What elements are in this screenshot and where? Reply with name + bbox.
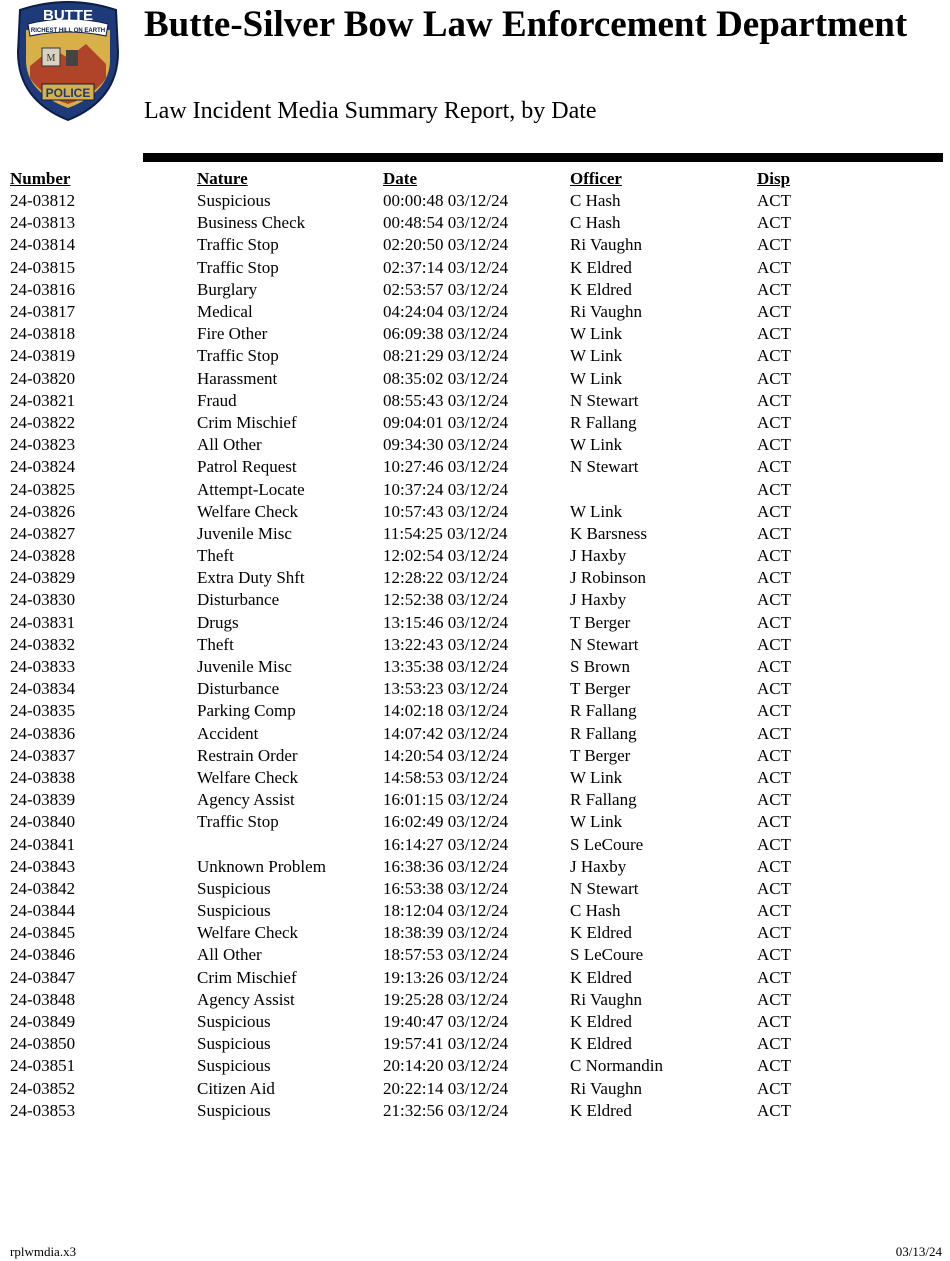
table-row (10, 634, 837, 656)
incident-disp: ACT (757, 412, 791, 432)
incident-officer: T Berger (570, 679, 631, 699)
incident-officer: K Barsness (570, 523, 647, 543)
incident-date: 20:14:20 03/12/24 (383, 1056, 509, 1076)
incident-officer: T Berger (570, 745, 631, 765)
incident-number: 24-03852 (10, 1078, 76, 1098)
incident-date: 19:40:47 03/12/24 (383, 1012, 509, 1032)
incident-date: 16:14:27 03/12/24 (383, 834, 509, 854)
incident-disp: ACT (757, 457, 791, 477)
incident-date: 06:09:38 03/12/24 (383, 324, 509, 344)
table-row (10, 545, 837, 567)
incident-number: 24-03851 (10, 1056, 76, 1076)
incident-number: 24-03847 (10, 967, 76, 987)
incident-nature: Welfare Check (197, 767, 299, 787)
incident-number: 24-03825 (10, 479, 76, 499)
table-row (10, 1033, 837, 1055)
table-row (10, 589, 837, 611)
column-header-number: Number (10, 169, 71, 188)
table-row (10, 301, 837, 323)
table-row (10, 878, 837, 900)
incident-nature: Restrain Order (197, 745, 298, 765)
incident-officer: K Eldred (570, 1100, 632, 1120)
incident-officer: K Eldred (570, 1012, 632, 1032)
incident-disp: ACT (757, 257, 791, 277)
incident-officer: N Stewart (570, 878, 639, 898)
incident-number: 24-03840 (10, 812, 76, 832)
incident-officer: W Link (570, 435, 623, 455)
header-divider (143, 153, 943, 162)
incident-number: 24-03834 (10, 679, 76, 699)
incident-number: 24-03819 (10, 346, 76, 366)
incident-date: 02:20:50 03/12/24 (383, 235, 509, 255)
table-row (10, 989, 837, 1011)
table-row (10, 656, 837, 678)
incident-number: 24-03816 (10, 279, 76, 299)
incident-date: 18:38:39 03/12/24 (383, 923, 509, 943)
incident-nature: Juvenile Misc (197, 523, 292, 543)
table-row (10, 944, 837, 966)
incident-officer: W Link (570, 368, 623, 388)
badge-top-text: BUTTE (43, 7, 93, 24)
incident-date: 10:57:43 03/12/24 (383, 501, 509, 521)
incident-disp: ACT (757, 679, 791, 699)
incident-number: 24-03833 (10, 657, 76, 677)
table-row (10, 678, 837, 700)
incident-number: 24-03844 (10, 901, 76, 921)
incident-nature: Burglary (197, 279, 258, 299)
incident-date: 16:01:15 03/12/24 (383, 790, 509, 810)
incident-date: 08:55:43 03/12/24 (383, 390, 509, 410)
incident-disp: ACT (757, 812, 791, 832)
incident-disp: ACT (757, 790, 791, 810)
incident-number: 24-03835 (10, 701, 76, 721)
incident-number: 24-03812 (10, 191, 76, 211)
incident-officer: R Fallang (570, 412, 637, 432)
incident-nature: Harassment (197, 368, 278, 388)
table-row (10, 922, 837, 944)
incident-disp: ACT (757, 479, 791, 499)
incident-disp: ACT (757, 279, 791, 299)
incident-date: 11:54:25 03/12/24 (383, 523, 508, 543)
column-header-disp: Disp (757, 169, 791, 188)
incident-disp: ACT (757, 523, 791, 543)
table-row (10, 789, 837, 811)
incident-disp: ACT (757, 657, 791, 677)
table-row (10, 190, 837, 212)
incident-nature: Traffic Stop (197, 346, 279, 366)
incident-number: 24-03829 (10, 568, 76, 588)
incident-date: 14:20:54 03/12/24 (383, 745, 509, 765)
incident-number: 24-03841 (10, 834, 76, 854)
incident-nature: Welfare Check (197, 923, 299, 943)
incident-disp: ACT (757, 368, 791, 388)
incident-nature: All Other (197, 945, 262, 965)
incident-number: 24-03818 (10, 324, 76, 344)
incident-date: 10:37:24 03/12/24 (383, 479, 509, 499)
incident-nature: Suspicious (197, 901, 271, 921)
incident-date: 16:38:36 03/12/24 (383, 856, 509, 876)
incident-disp: ACT (757, 501, 791, 521)
incident-disp: ACT (757, 191, 791, 211)
table-row (10, 1055, 837, 1077)
incident-officer: W Link (570, 346, 623, 366)
table-row (10, 1078, 837, 1100)
incident-disp: ACT (757, 723, 791, 743)
incident-nature: Drugs (197, 612, 239, 632)
table-row (10, 1011, 837, 1033)
incident-date: 12:02:54 03/12/24 (383, 546, 509, 566)
incident-officer: W Link (570, 324, 623, 344)
incident-number: 24-03842 (10, 878, 76, 898)
incident-date: 12:52:38 03/12/24 (383, 590, 509, 610)
incident-date: 08:21:29 03/12/24 (383, 346, 509, 366)
table-row (10, 345, 837, 367)
incident-officer: K Eldred (570, 1034, 632, 1054)
table-row (10, 811, 837, 833)
incident-officer: C Normandin (570, 1056, 664, 1076)
table-row (10, 257, 837, 279)
footer-report-id: rplwmdia.x3 (10, 1244, 77, 1259)
incident-nature: Extra Duty Shft (197, 568, 305, 588)
table-row (10, 567, 837, 589)
incident-number: 24-03821 (10, 390, 76, 410)
incident-disp: ACT (757, 1034, 791, 1054)
incident-disp: ACT (757, 945, 791, 965)
incident-number: 24-03824 (10, 457, 76, 477)
incident-officer: S LeCoure (570, 834, 644, 854)
table-row (10, 745, 837, 767)
incident-number: 24-03831 (10, 612, 76, 632)
incident-date: 10:27:46 03/12/24 (383, 457, 509, 477)
incident-officer: T Berger (570, 612, 631, 632)
incident-officer: R Fallang (570, 790, 637, 810)
table-row (10, 612, 837, 634)
incident-officer: C Hash (570, 191, 621, 211)
incident-number: 24-03832 (10, 634, 76, 654)
incident-nature: Juvenile Misc (197, 657, 292, 677)
incident-nature: Agency Assist (197, 790, 295, 810)
incident-disp: ACT (757, 745, 791, 765)
incident-date: 21:32:56 03/12/24 (383, 1100, 509, 1120)
incident-nature: Accident (197, 723, 259, 743)
incident-disp: ACT (757, 346, 791, 366)
table-row (10, 323, 837, 345)
table-row (10, 478, 837, 500)
badge-ribbon-text: RICHEST HILL ON EARTH (30, 28, 106, 34)
incident-date: 04:24:04 03/12/24 (383, 302, 509, 322)
column-header-nature: Nature (197, 169, 248, 188)
incident-date: 00:00:48 03/12/24 (383, 191, 509, 211)
table-row (10, 234, 837, 256)
incident-officer: W Link (570, 501, 623, 521)
table-row (10, 1100, 837, 1122)
incident-nature: Theft (197, 634, 234, 654)
incident-officer: Ri Vaughn (570, 302, 642, 322)
incident-number: 24-03848 (10, 989, 76, 1009)
table-row (10, 767, 837, 789)
table-row (10, 456, 837, 478)
incident-nature: Agency Assist (197, 989, 295, 1009)
incident-number: 24-03820 (10, 368, 76, 388)
incident-disp: ACT (757, 590, 791, 610)
incident-nature: Crim Mischief (197, 412, 297, 432)
incident-disp: ACT (757, 1078, 791, 1098)
incident-nature: Medical (197, 302, 253, 322)
incident-nature: Traffic Stop (197, 257, 279, 277)
table-row (10, 212, 837, 234)
incident-nature: Parking Comp (197, 701, 296, 721)
incident-disp: ACT (757, 923, 791, 943)
table-row (10, 501, 837, 523)
incident-disp: ACT (757, 634, 791, 654)
incident-date: 14:02:18 03/12/24 (383, 701, 509, 721)
incident-disp: ACT (757, 390, 791, 410)
incident-disp: ACT (757, 546, 791, 566)
table-row (10, 856, 837, 878)
table-row (10, 967, 837, 989)
incident-disp: ACT (757, 302, 791, 322)
incident-officer: N Stewart (570, 634, 639, 654)
incident-nature: Suspicious (197, 1056, 271, 1076)
incident-date: 16:53:38 03/12/24 (383, 878, 509, 898)
incident-date: 13:53:23 03/12/24 (383, 679, 509, 699)
incident-date: 02:53:57 03/12/24 (383, 279, 509, 299)
incident-date: 16:02:49 03/12/24 (383, 812, 509, 832)
incident-date: 19:13:26 03/12/24 (383, 967, 509, 987)
table-row (10, 900, 837, 922)
incident-officer (570, 478, 757, 500)
incident-date: 13:15:46 03/12/24 (383, 612, 509, 632)
incident-number: 24-03814 (10, 235, 76, 255)
column-header-officer: Officer (570, 169, 622, 188)
incident-officer: J Robinson (570, 568, 647, 588)
incident-number: 24-03850 (10, 1034, 76, 1054)
incident-officer: W Link (570, 767, 623, 787)
incident-officer: C Hash (570, 901, 621, 921)
report-subtitle: Law Incident Media Summary Report, by Date (144, 98, 597, 124)
column-header-date: Date (383, 169, 417, 188)
table-header-row (10, 168, 837, 190)
incident-officer: Ri Vaughn (570, 989, 642, 1009)
incident-officer: N Stewart (570, 390, 639, 410)
incident-nature: Suspicious (197, 878, 271, 898)
footer-print-date: 03/13/24 (895, 1244, 942, 1259)
incident-nature: Welfare Check (197, 501, 299, 521)
incident-nature: Citizen Aid (197, 1078, 275, 1098)
incident-date: 14:07:42 03/12/24 (383, 723, 509, 743)
table-row (10, 523, 837, 545)
incident-date: 00:48:54 03/12/24 (383, 213, 509, 233)
incident-number: 24-03827 (10, 523, 76, 543)
police-badge-logo (14, 0, 122, 122)
incident-disp: ACT (757, 767, 791, 787)
incident-number: 24-03817 (10, 302, 76, 322)
incident-number: 24-03853 (10, 1100, 76, 1120)
incident-nature: Suspicious (197, 1012, 271, 1032)
incident-date: 13:22:43 03/12/24 (383, 634, 509, 654)
incident-disp: ACT (757, 989, 791, 1009)
incident-disp: ACT (757, 1056, 791, 1076)
incident-officer: S LeCoure (570, 945, 644, 965)
incident-number: 24-03838 (10, 767, 76, 787)
table-row (10, 412, 837, 434)
incident-officer: N Stewart (570, 457, 639, 477)
incident-disp: ACT (757, 435, 791, 455)
incident-officer: W Link (570, 812, 623, 832)
incident-date: 14:58:53 03/12/24 (383, 767, 509, 787)
incident-date: 08:35:02 03/12/24 (383, 368, 509, 388)
incident-nature: Unknown Problem (197, 856, 326, 876)
incident-nature: Fraud (197, 390, 237, 410)
incident-disp: ACT (757, 1100, 791, 1120)
incident-date: 09:34:30 03/12/24 (383, 435, 509, 455)
incident-date: 12:28:22 03/12/24 (383, 568, 509, 588)
incident-number: 24-03837 (10, 745, 76, 765)
table-row (10, 390, 837, 412)
incident-officer: C Hash (570, 213, 621, 233)
incident-number: 24-03836 (10, 723, 76, 743)
incident-disp: ACT (757, 834, 791, 854)
incident-date: 18:12:04 03/12/24 (383, 901, 509, 921)
incident-date: 18:57:53 03/12/24 (383, 945, 509, 965)
incident-disp: ACT (757, 568, 791, 588)
incident-nature: Business Check (197, 213, 306, 233)
incident-officer: Ri Vaughn (570, 235, 642, 255)
incident-nature: Suspicious (197, 1100, 271, 1120)
incident-officer: J Haxby (570, 546, 627, 566)
table-row (10, 723, 837, 745)
incident-disp: ACT (757, 901, 791, 921)
incident-nature: Crim Mischief (197, 967, 297, 987)
incident-disp: ACT (757, 878, 791, 898)
incident-disp: ACT (757, 856, 791, 876)
incident-nature: Traffic Stop (197, 812, 279, 832)
incident-disp: ACT (757, 1012, 791, 1032)
incident-officer: K Eldred (570, 279, 632, 299)
incident-nature: Patrol Request (197, 457, 297, 477)
incident-officer: J Haxby (570, 856, 627, 876)
incident-disp: ACT (757, 324, 791, 344)
incident-nature (197, 833, 383, 855)
incident-number: 24-03839 (10, 790, 76, 810)
incident-officer: K Eldred (570, 967, 632, 987)
incident-nature: Fire Other (197, 324, 268, 344)
incident-number: 24-03830 (10, 590, 76, 610)
incident-number: 24-03849 (10, 1012, 76, 1032)
incident-date: 02:37:14 03/12/24 (383, 257, 509, 277)
table-row (10, 833, 837, 855)
incident-number: 24-03823 (10, 435, 76, 455)
incident-date: 09:04:01 03/12/24 (383, 412, 509, 432)
incident-disp: ACT (757, 967, 791, 987)
incident-nature: Disturbance (197, 590, 280, 610)
incident-number: 24-03815 (10, 257, 76, 277)
table-row (10, 434, 837, 456)
incident-number: 24-03826 (10, 501, 76, 521)
incident-officer: Ri Vaughn (570, 1078, 642, 1098)
incident-date: 20:22:14 03/12/24 (383, 1078, 509, 1098)
incident-date: 19:57:41 03/12/24 (383, 1034, 509, 1054)
table-row (10, 700, 837, 722)
incident-disp: ACT (757, 235, 791, 255)
incident-nature: Disturbance (197, 679, 280, 699)
badge-letter: M (46, 53, 56, 64)
incident-number: 24-03813 (10, 213, 76, 233)
incident-nature: Theft (197, 546, 234, 566)
incident-disp: ACT (757, 213, 791, 233)
table-row (10, 368, 837, 390)
incident-officer: K Eldred (570, 257, 632, 277)
incident-officer: R Fallang (570, 701, 637, 721)
incident-officer: K Eldred (570, 923, 632, 943)
incident-nature: All Other (197, 435, 262, 455)
incident-nature: Suspicious (197, 191, 271, 211)
incident-officer: J Haxby (570, 590, 627, 610)
badge-bottom-text: POLICE (45, 86, 91, 100)
incident-number: 24-03846 (10, 945, 76, 965)
incident-disp: ACT (757, 701, 791, 721)
incident-number: 24-03822 (10, 412, 76, 432)
incident-nature: Suspicious (197, 1034, 271, 1054)
table-row (10, 279, 837, 301)
incident-date: 13:35:38 03/12/24 (383, 657, 509, 677)
incident-officer: R Fallang (570, 723, 637, 743)
incident-date: 19:25:28 03/12/24 (383, 989, 509, 1009)
incident-nature: Traffic Stop (197, 235, 279, 255)
incident-disp: ACT (757, 612, 791, 632)
incident-nature: Attempt-Locate (197, 479, 305, 499)
incident-table (10, 168, 837, 1122)
incident-number: 24-03828 (10, 546, 76, 566)
incident-officer: S Brown (570, 657, 630, 677)
report-title: Butte-Silver Bow Law Enforcement Department (144, 4, 908, 45)
incident-number: 24-03843 (10, 856, 76, 876)
incident-number: 24-03845 (10, 923, 76, 943)
